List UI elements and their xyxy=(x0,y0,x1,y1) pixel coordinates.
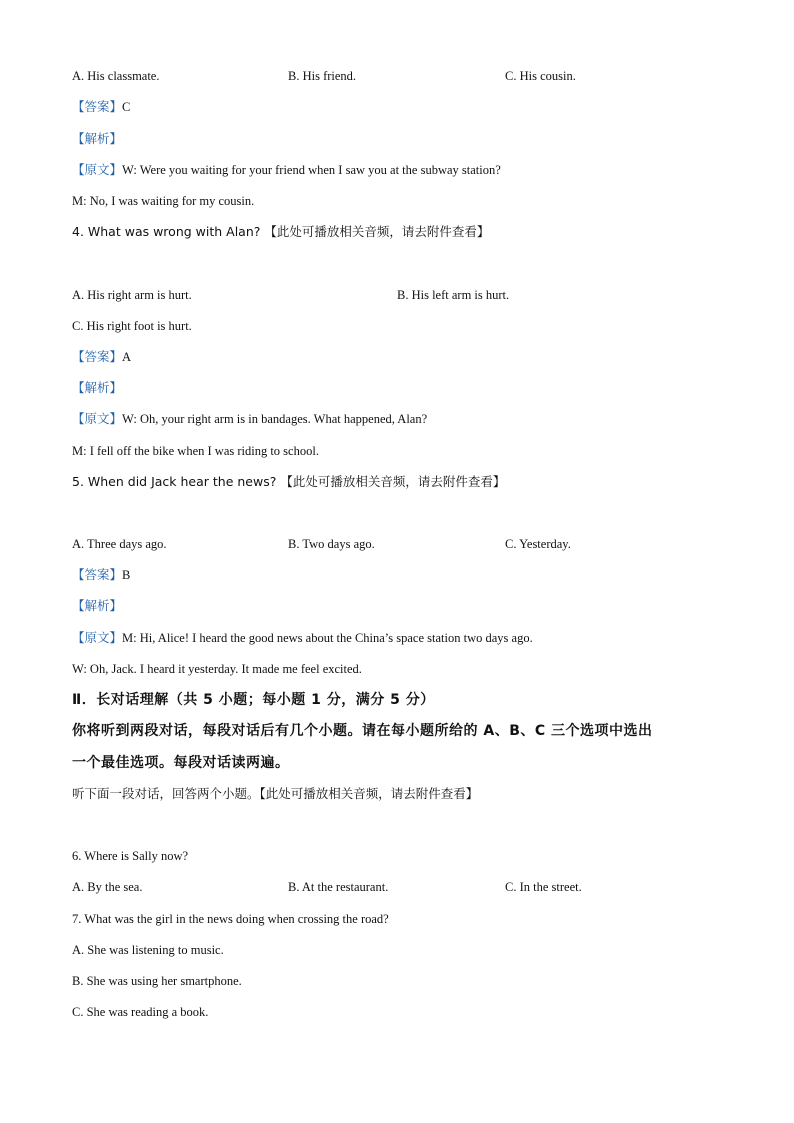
q3-analysis-label: 【解析】 xyxy=(72,131,123,146)
q5-analysis-label: 【解析】 xyxy=(72,598,123,613)
q3-option-c: C. His cousin. xyxy=(505,69,576,83)
q5-original-w: W: Oh, Jack. I heard it yesterday. It made me feel excited. xyxy=(72,662,362,676)
original-label: 【原文】 xyxy=(72,411,123,426)
listen-instruction: 听下面一段对话，回答两个小题。【此处可播放相关音频，请去附件查看】 xyxy=(72,786,479,801)
q6-option-b: B. At the restaurant. xyxy=(288,880,389,894)
q7-option-a: A. She was listening to music. xyxy=(72,943,224,957)
answer-label: 【答案】 xyxy=(72,567,123,582)
section-instruction-1: 你将听到两段对话，每段对话后有几个小题。请在每小题所给的 A、B、C 三个选项中选出 xyxy=(72,723,653,739)
q5-question: 5. When did Jack hear the news? 【此处可播放相关音频，请去附件查看】 xyxy=(72,474,506,489)
answer-value: C xyxy=(122,100,131,114)
original-text: W: Were you waiting for your friend when I saw you at the subway station? xyxy=(122,163,501,177)
q6-option-c: C. In the street. xyxy=(505,880,582,894)
original-label: 【原文】 xyxy=(72,630,123,645)
q5-original-m xyxy=(72,630,533,646)
original-label: 【原文】 xyxy=(72,162,123,177)
q7-option-b: B. She was using her smartphone. xyxy=(72,974,242,988)
q5-answer xyxy=(72,567,130,583)
q4-option-a: A. His right arm is hurt. xyxy=(72,288,192,302)
q3-option-b: B. His friend. xyxy=(288,69,357,83)
q4-original-w xyxy=(72,411,427,427)
q3-original-m: M: No, I was waiting for my cousin. xyxy=(72,194,255,208)
q4-option-c: C. His right foot is hurt. xyxy=(72,319,192,333)
q6-option-a: A. By the sea. xyxy=(72,880,143,894)
q3-answer xyxy=(72,99,130,115)
answer-value: A xyxy=(122,350,132,364)
answer-label: 【答案】 xyxy=(72,99,123,114)
q3-original-w xyxy=(72,162,501,178)
original-text: W: Oh, your right arm is in bandages. What happened, Alan? xyxy=(122,412,428,426)
q5-option-a: A. Three days ago. xyxy=(72,537,167,551)
q4-option-b: B. His left arm is hurt. xyxy=(397,288,510,302)
answer-label: 【答案】 xyxy=(72,349,123,364)
section-instruction-2: 一个最佳选项。每段对话读两遍。 xyxy=(72,755,290,771)
q3-option-a: A. His classmate. xyxy=(72,69,160,83)
q4-analysis-label: 【解析】 xyxy=(72,380,123,395)
q6-question: 6. Where is Sally now? xyxy=(72,849,189,863)
answer-value: B xyxy=(122,568,131,582)
q7-option-c: C. She was reading a book. xyxy=(72,1005,209,1019)
q4-original-m: M: I fell off the bike when I was riding to school. xyxy=(72,444,319,458)
section-title: Ⅱ．长对话理解（共 5 小题；每小题 1 分，满分 5 分） xyxy=(72,692,435,708)
q4-question: 4. What was wrong with Alan? 【此处可播放相关音频，请去附件查看】 xyxy=(72,224,490,239)
q4-answer xyxy=(72,349,131,365)
q5-option-c: C. Yesterday. xyxy=(505,537,571,551)
q7-question: 7. What was the girl in the news doing when crossing the road? xyxy=(72,912,389,926)
q5-option-b: B. Two days ago. xyxy=(288,537,375,551)
original-text: M: Hi, Alice! I heard the good news about the China’s space station two days ago. xyxy=(122,631,533,645)
